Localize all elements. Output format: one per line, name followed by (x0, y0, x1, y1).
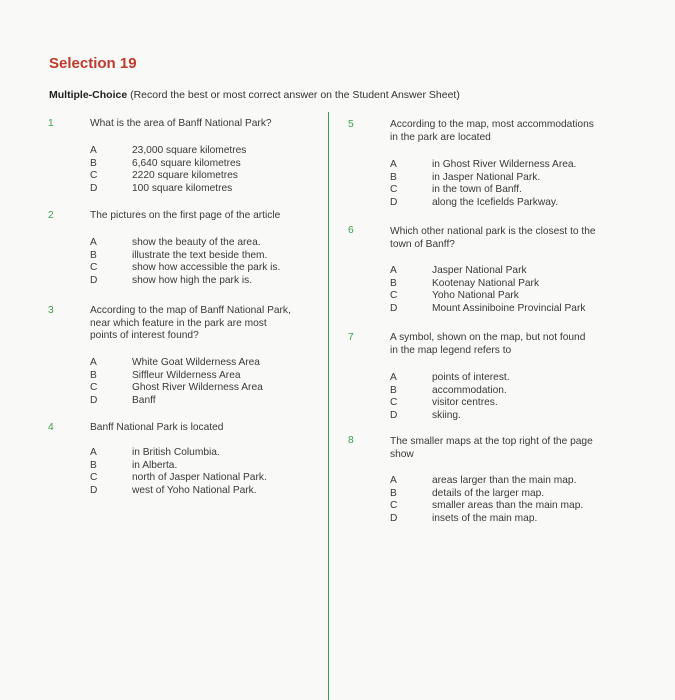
option-letter: C (390, 184, 398, 196)
question-stem: According to the map, most accommodations in the park are located (390, 119, 594, 143)
option-letter: B (90, 249, 97, 261)
option-letter: D (90, 182, 98, 194)
option-text: insets of the main map. (432, 512, 538, 524)
option-text: north of Jasper National Park. (132, 472, 267, 484)
option-text: Kootenay National Park (432, 277, 540, 289)
option-letter: D (390, 302, 398, 314)
option-letter: C (390, 397, 398, 409)
option-letter: A (390, 265, 397, 276)
option-text: skiing. (432, 409, 461, 421)
option-letter: B (90, 459, 97, 471)
option-text: Yoho National Park (432, 290, 519, 302)
instructions-bold: Multiple-Choice (49, 89, 128, 101)
option-text: Mount Assiniboine Provincial Park (432, 302, 586, 314)
option-letter: A (90, 145, 97, 156)
option-letter: C (90, 262, 98, 274)
option-letter: B (390, 384, 397, 396)
option-letter: D (390, 196, 398, 208)
option-text: in Alberta. (132, 459, 178, 471)
option-text: in Jasper National Park. (432, 171, 541, 183)
option-letter: C (390, 290, 398, 302)
option-letter: D (390, 409, 398, 421)
question-number: 1 (48, 118, 54, 129)
option-text: Jasper National Park (432, 265, 527, 276)
option-text: 100 square kilometres (132, 182, 233, 194)
question-stem: The smaller maps at the top right of the page show (390, 436, 593, 460)
option-text: visitor centres. (432, 397, 498, 409)
option-letter: D (90, 274, 98, 286)
option-text: points of interest. (432, 372, 510, 383)
option-letter: C (90, 382, 98, 394)
question-number: 6 (348, 225, 354, 236)
option-letter: D (90, 394, 98, 406)
option-letter: A (390, 159, 397, 170)
instructions (49, 89, 460, 101)
question-number: 7 (348, 332, 354, 343)
question-number: 3 (48, 305, 54, 316)
question-number: 4 (48, 422, 54, 433)
option-text: smaller areas than the main map. (432, 500, 584, 512)
option-letter: D (390, 512, 398, 524)
option-text: Siffleur Wilderness Area (132, 369, 241, 381)
option-letter: B (90, 157, 97, 169)
option-text: in Ghost River Wilderness Area. (432, 159, 577, 170)
option-text: west of Yoho National Park. (132, 484, 257, 496)
question-stem: What is the area of Banff National Park? (90, 118, 272, 129)
selection-title: Selection 19 (49, 55, 137, 72)
option-text: 23,000 square kilometres (132, 145, 247, 156)
option-text: show how accessible the park is. (132, 262, 281, 274)
option-letter: D (90, 484, 98, 496)
question-stem: Which other national park is the closest to the town of Banff? (390, 226, 596, 250)
question-number: 8 (348, 435, 354, 446)
option-text: in British Columbia. (132, 447, 220, 458)
option-text: Banff (132, 394, 156, 406)
option-text: show the beauty of the area. (132, 237, 261, 248)
question-stem: The pictures on the first page of the article (90, 210, 281, 221)
option-letter: A (90, 357, 97, 368)
option-letter: C (90, 170, 98, 182)
option-text: 2220 square kilometres (132, 170, 238, 182)
question-stem: A symbol, shown on the map, but not found in the map legend refers to (390, 332, 586, 356)
option-letter: A (90, 237, 97, 248)
option-text: illustrate the text beside them. (132, 249, 268, 261)
option-text: 6,640 square kilometres (132, 157, 241, 169)
option-text: along the Icefields Parkway. (432, 196, 559, 208)
option-letter: A (390, 372, 397, 383)
option-text: Ghost River Wilderness Area (132, 382, 263, 394)
option-letter: A (90, 447, 97, 458)
option-letter: A (390, 475, 397, 486)
option-letter: B (390, 487, 397, 499)
option-letter: C (90, 472, 98, 484)
option-text: details of the larger map. (432, 487, 545, 499)
option-letter: B (390, 171, 397, 183)
option-text: in the town of Banff. (432, 184, 522, 196)
option-text: show how high the park is. (132, 274, 253, 286)
option-letter: C (390, 500, 398, 512)
option-text: areas larger than the main map. (432, 475, 577, 486)
instructions-text: (Record the best or most correct answer on the Student Answer Sheet) (127, 89, 460, 101)
option-text: White Goat Wilderness Area (132, 357, 260, 368)
option-text: accommodation. (432, 384, 507, 396)
option-letter: B (390, 277, 397, 289)
question-stem: According to the map of Banff National Park, near which feature in the park are most points of interest found? (90, 305, 291, 341)
column-divider (328, 112, 329, 700)
question-stem: Banff National Park is located (90, 422, 224, 433)
option-letter: B (90, 369, 97, 381)
question-number: 5 (348, 119, 354, 130)
question-number: 2 (48, 210, 54, 221)
